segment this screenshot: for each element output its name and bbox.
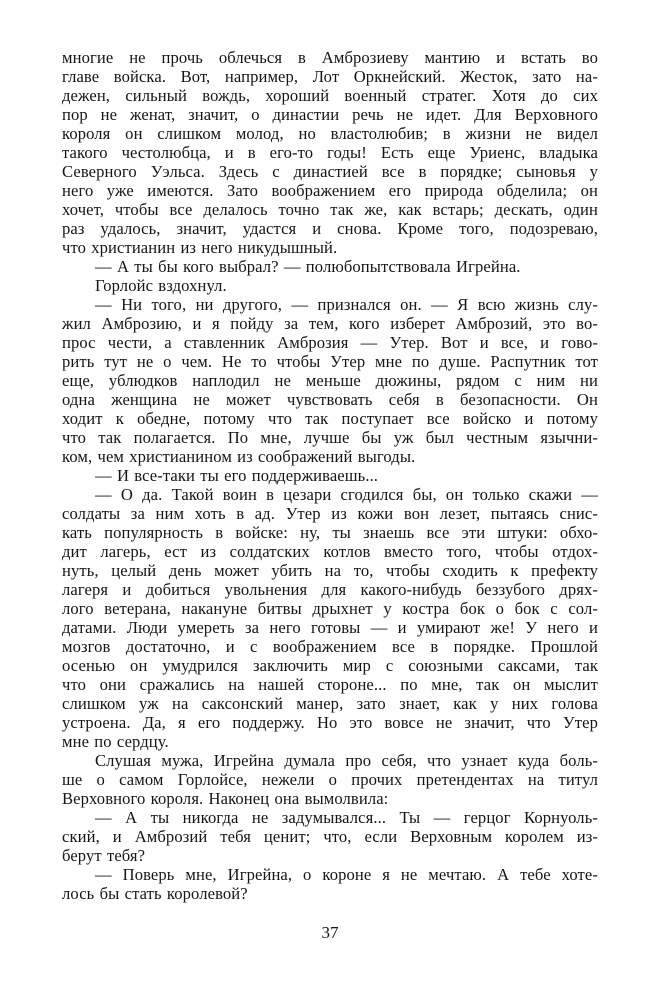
text-line: осенью он умудрился заключить мир с союзными саксами, так [62, 656, 598, 675]
text-line: — А ты бы кого выбрал? — полюбопытствовала Игрейна. [95, 257, 521, 276]
text-line: раз удалось, значит, удастся и снова. Кроме того, подозреваю, [62, 219, 598, 238]
text-line: датами. Люди умереть за него готовы — и умирают же! У него и [62, 618, 598, 637]
text-line: одна женщина не может чувствовать себя в безопасности. Он [62, 390, 598, 409]
text-line: еще, ублюдков наплодил не меньше дюжины, рядом с ним ни [62, 371, 598, 390]
text-line: хочет, чтобы все делалось точно так же, как встарь; дескать, один [62, 200, 598, 219]
text-line: главе войска. Вот, например, Лот Оркнейский. Жесток, зато на- [62, 67, 598, 86]
text-line: Горлойс вздохнул. [95, 276, 227, 295]
text-line: — И все-таки ты его поддерживаешь... [95, 466, 379, 485]
text-line: ком, чем христианином из соображений выгоды. [62, 447, 416, 466]
text-line: что они сражались на нашей стороне... по мне, так он мыслит [62, 675, 598, 694]
text-line: многие не прочь облечься в Амброзиеву мантию и встать во [62, 48, 598, 67]
text-line: дит лагерь, ест из солдатских котлов вместо того, чтобы отдох- [62, 542, 598, 561]
text-line: кать популярность в войске: ну, ты знаешь все эти штуки: обхо- [62, 523, 598, 542]
text-line: берут тебя? [62, 846, 146, 865]
text-line: Верховного короля. Наконец она вымолвила: [62, 789, 389, 808]
text-line: прос чести, а ставленник Амброзия — Утер. Вот и все, и гово- [62, 333, 598, 352]
text-line: лось бы стать королевой? [62, 884, 248, 903]
text-line: Северного Уэльса. Здесь с династией все в порядке; сыновья у [62, 162, 598, 181]
text-line: что так полагается. По мне, лучше бы уж был честным язычни- [62, 428, 598, 447]
text-line: что христианин из него никудышный. [62, 238, 338, 257]
text-line: солдаты за ним хоть в ад. Утер из кожи вон лезет, пытаясь снис- [62, 504, 598, 523]
text-line: устроена. Да, я его поддержу. Но это вовсе не значит, что Утер [62, 713, 598, 732]
page-number: 37 [321, 923, 339, 942]
text-line: такого честолюбца, и в его-то годы! Есть еще Уриенс, владыка [62, 143, 598, 162]
text-block [62, 48, 598, 903]
text-line: — А ты никогда не задумывался... Ты — герцог Корнуоль- [95, 808, 598, 827]
text-line: пор не женат, значит, о династии речь не идет. Для Верховного [62, 105, 598, 124]
text-line: — Ни того, ни другого, — признался он. — Я всю жизнь слу- [95, 295, 598, 314]
text-line: рить тут не о чем. Не то чтобы Утер мне по душе. Распутник тот [62, 352, 598, 371]
text-line: нуть, целый день может убить на то, чтобы сходить к префекту [62, 561, 598, 580]
text-line: ский, и Амброзий тебя ценит; что, если Верховным королем из- [62, 827, 598, 846]
text-line: мне по сердцу. [62, 732, 169, 751]
text-line: — О да. Такой воин в цезари сгодился бы, он только скажи — [95, 485, 598, 504]
text-line: ходит к обедне, потому что так поступает все войско и потому [62, 409, 598, 428]
text-line: дежен, сильный вождь, хороший военный стратег. Хотя до сих [62, 86, 598, 105]
text-line: — Поверь мне, Игрейна, о короне я не мечтаю. А тебе хоте- [95, 865, 598, 884]
text-line: слишком уж на саксонский манер, зато знает, как у них голова [62, 694, 598, 713]
text-line: короля он слишком молод, но властолюбив; в жизни не видел [62, 124, 598, 143]
text-line: лого ветерана, накануне битвы дрыхнет у костра бок о бок с сол- [62, 599, 598, 618]
text-line: него уже имеются. Зато воображением его природа обделила; он [62, 181, 598, 200]
text-line: ше о самом Горлойсе, нежели о прочих претендентах на титул [62, 770, 598, 789]
text-line: лагеря и добиться увольнения для какого-нибудь беззубого дрях- [62, 580, 598, 599]
text-line: мозгов достаточно, и с воображением все в порядке. Прошлой [62, 637, 598, 656]
text-line: жил Амброзию, и я пойду за тем, кого изберет Амброзий, это во- [62, 314, 598, 333]
text-line: Слушая мужа, Игрейна думала про себя, что узнает куда боль- [95, 751, 598, 770]
